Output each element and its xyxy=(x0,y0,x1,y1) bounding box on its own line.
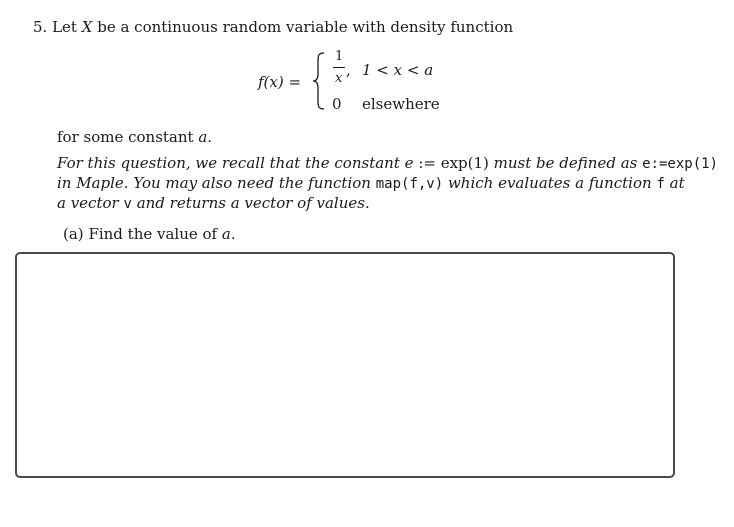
maple-note-line-2 xyxy=(57,174,685,193)
exp-definition: := exp(1) xyxy=(418,154,489,172)
part-a-variable: a. xyxy=(221,225,236,243)
question-number: 5. xyxy=(33,18,48,36)
case1-condition: 1 < x < a xyxy=(362,61,434,79)
case2-value: 0 xyxy=(332,95,342,113)
note-text: must be defined as xyxy=(493,154,638,172)
maple-code-exp: e:=exp(1) xyxy=(642,156,718,172)
note-text: which evaluates a function xyxy=(447,174,652,192)
constant-statement xyxy=(57,128,212,146)
fraction-denominator: x xyxy=(335,71,343,86)
part-a-text: Find the value of xyxy=(88,225,218,243)
maple-code-f: f xyxy=(656,176,665,192)
question-intro-post: be a continuous random variable with density function xyxy=(97,18,514,36)
constant-statement-text: for some constant xyxy=(57,128,194,146)
random-variable-symbol: X xyxy=(81,18,93,36)
density-lhs: f(x) = xyxy=(258,73,302,91)
constant-symbol: a. xyxy=(198,128,213,146)
fraction-bar xyxy=(333,67,345,68)
question-header xyxy=(33,18,513,36)
constant-e-symbol: e xyxy=(404,154,414,172)
note-text: in Maple. You may also need the function xyxy=(57,174,371,192)
maple-note-line-3 xyxy=(57,194,370,213)
part-a-prompt xyxy=(63,225,236,243)
note-text: and returns a vector of values. xyxy=(136,194,370,212)
question-intro-pre: Let xyxy=(52,18,77,36)
left-brace-icon xyxy=(312,52,326,110)
part-a-label: (a) xyxy=(63,225,84,243)
answer-box[interactable] xyxy=(15,252,675,478)
maple-code-v: v xyxy=(123,196,132,212)
maple-code-map: map(f,v) xyxy=(375,176,444,192)
note-text: For this question, we recall that the constant xyxy=(57,154,400,172)
case2-condition: elsewhere xyxy=(362,95,440,113)
maple-note-line-1 xyxy=(57,154,718,173)
fraction-numerator: 1 xyxy=(335,49,344,64)
note-text: a vector xyxy=(57,194,119,212)
note-text: at xyxy=(669,174,685,192)
case1-comma: , xyxy=(346,61,351,79)
